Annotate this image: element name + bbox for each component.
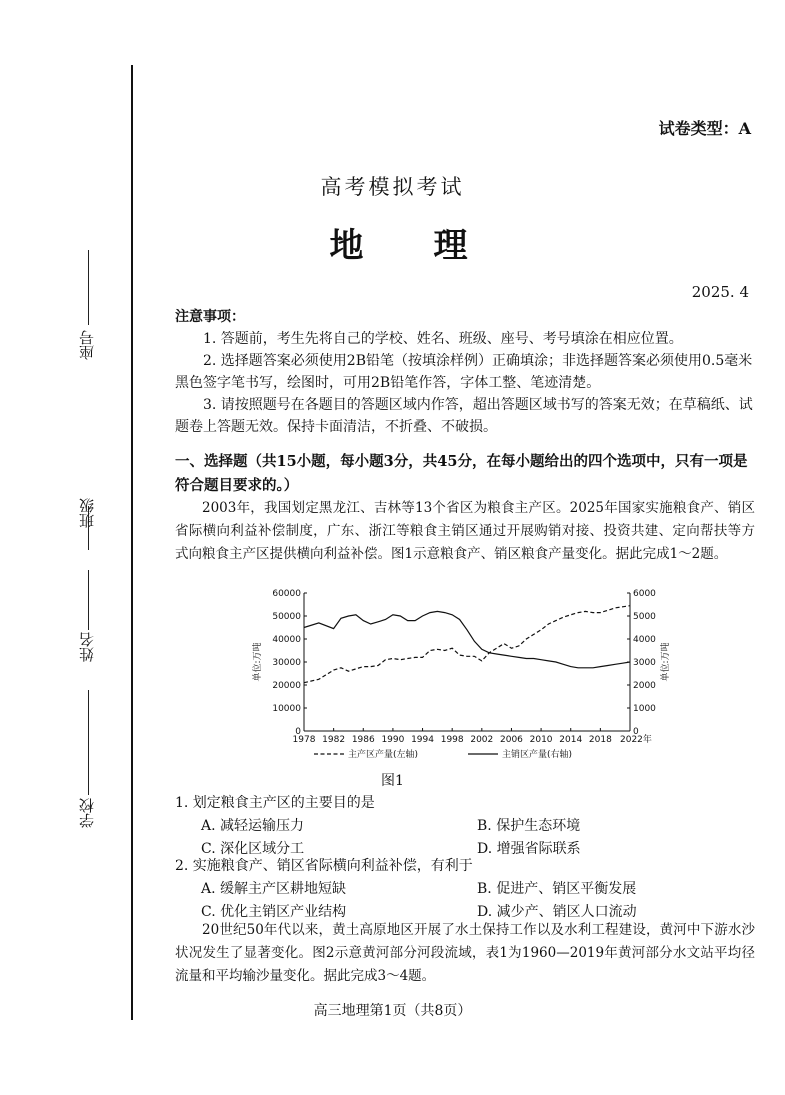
name-label: 姓名: [78, 632, 96, 662]
school-field[interactable]: [70, 690, 104, 830]
y-left-tick-label: 50000: [272, 612, 301, 622]
notes-item: 1. 答题前，考生先将自己的学校、姓名、班级、座号、考号填涂在相应位置。: [203, 331, 683, 347]
class-label: 班级: [78, 498, 96, 528]
y-left-axis-label: 单位:万吨: [253, 642, 263, 682]
y-right-tick-label: 1000: [633, 704, 656, 714]
y-right-tick-label: 4000: [633, 635, 656, 645]
seat-field[interactable]: [70, 250, 104, 370]
binding-line: [131, 65, 133, 1020]
question-stem: 1. 划定粮食主产区的主要目的是: [175, 795, 375, 811]
y-right-tick-label: 0: [633, 727, 639, 737]
y-left-tick-label: 30000: [272, 658, 301, 668]
x-tick-label: 2002: [470, 735, 494, 745]
y-left-tick-label: 40000: [272, 635, 301, 645]
y-left-tick-label: 0: [295, 727, 301, 737]
y-left-tick-label: 60000: [272, 589, 301, 599]
figure-caption: 图1: [381, 773, 404, 789]
y-right-axis-label: 单位:万吨: [661, 642, 671, 682]
x-tick-label: 1994: [411, 735, 434, 745]
x-tick-label: 1982: [322, 735, 346, 745]
x-tick-label: 2006: [500, 735, 523, 745]
y-left-tick-label: 20000: [272, 681, 301, 691]
option-a[interactable]: A. 缓解主产区耕地短缺: [201, 881, 347, 897]
class-field[interactable]: [70, 440, 104, 550]
series-line-main-selling: [304, 611, 630, 667]
x-tick-label: 1978: [292, 735, 316, 745]
school-label: 学校: [78, 798, 96, 828]
page-footer: 高三地理第1页（共8页）: [313, 1003, 472, 1019]
question-stem: 2. 实施粮食产、销区省际横向利益补偿，有利于: [175, 858, 473, 874]
x-tick-label: 2018: [588, 735, 612, 745]
legend-label: 主销区产量(右轴): [502, 750, 573, 760]
x-tick-label: 2014: [559, 735, 583, 745]
y-right-tick-label: 3000: [633, 658, 656, 668]
exam-date: 2025. 4: [691, 283, 749, 301]
intro-text: 2003年，我国划定黑龙江、吉林等13个省区为粮食主产区。2025年国家实施粮食产、销区省际横向利益补偿制度，广东、浙江等粮食主销区通过开展购销对接、投资共建、定向帮扶等方式向粮食主产区提供横向利益补偿。图1示意粮食产、销区粮食产量变化。据此完成1～2题。: [175, 500, 755, 562]
y-right-tick-label: 2000: [633, 681, 656, 691]
y-right-tick-label: 6000: [633, 589, 656, 599]
passage-2: [175, 919, 755, 988]
notes-item: 2. 选择题答案必须使用2B铅笔（按填涂样例）正确填涂；非选择题答案必须使用0.5毫米黑色签字笔书写，绘图时，可用2B铅笔作答，字体工整、笔迹清楚。: [175, 353, 753, 391]
name-underline: [88, 570, 89, 630]
paper-type: 试卷类型：A: [658, 119, 751, 138]
series-line-main-producing: [304, 606, 630, 683]
option-c[interactable]: C. 深化区域分工: [201, 841, 305, 857]
option-a[interactable]: A. 减轻运输压力: [201, 818, 305, 834]
y-right-tick-label: 5000: [633, 612, 656, 622]
x-tick-label: 1986: [351, 735, 375, 745]
section-heading: 一、选择题（共15小题，每小题3分，共45分，在每小题给出的四个选项中，只有一项是符合题目要求的。）: [175, 453, 748, 494]
y-left-tick-label: 10000: [272, 704, 301, 714]
notes-block: [175, 306, 755, 438]
intro-passage: [175, 497, 755, 566]
question-2: [175, 855, 755, 924]
option-d[interactable]: D. 增强省际联系: [477, 841, 581, 857]
option-c[interactable]: C. 优化主销区产业结构: [201, 904, 347, 920]
x-tick-label: 1990: [381, 735, 405, 745]
exam-title: 地 理: [329, 226, 486, 266]
passage-2-text: 20世纪50年代以来，黄土高原地区开展了水土保持工作以及水利工程建设，黄河中下游水沙状况发生了显著变化。图2示意黄河部分河段流域，表1为1960—2019年黄河部分水文站平均径流量和平均输沙量变化。据此完成3～4题。: [175, 922, 755, 984]
seat-label: 座号: [78, 330, 96, 360]
notes-heading: 注意事项：: [175, 309, 245, 325]
exam-subtitle: 高考模拟考试: [320, 175, 465, 199]
name-field[interactable]: [70, 570, 104, 710]
option-d[interactable]: D. 减少产、销区人口流动: [477, 904, 637, 920]
option-b[interactable]: B. 促进产、销区平衡发展: [477, 881, 637, 897]
grain-output-chart: [252, 585, 672, 767]
x-tick-label: 2010: [529, 735, 553, 745]
option-b[interactable]: B. 保护生态环境: [477, 818, 581, 834]
question-1: [175, 792, 755, 861]
notes-item: 3. 请按照题号在各题目的答题区域内作答，超出答题区域书写的答案无效；在草稿纸、试题卷上答题无效。保持卡面清洁，不折叠、不破损。: [175, 397, 753, 435]
x-tick-label: 2022年: [620, 735, 652, 745]
legend-label: 主产区产量(左轴): [348, 750, 419, 760]
x-tick-label: 1998: [440, 735, 464, 745]
